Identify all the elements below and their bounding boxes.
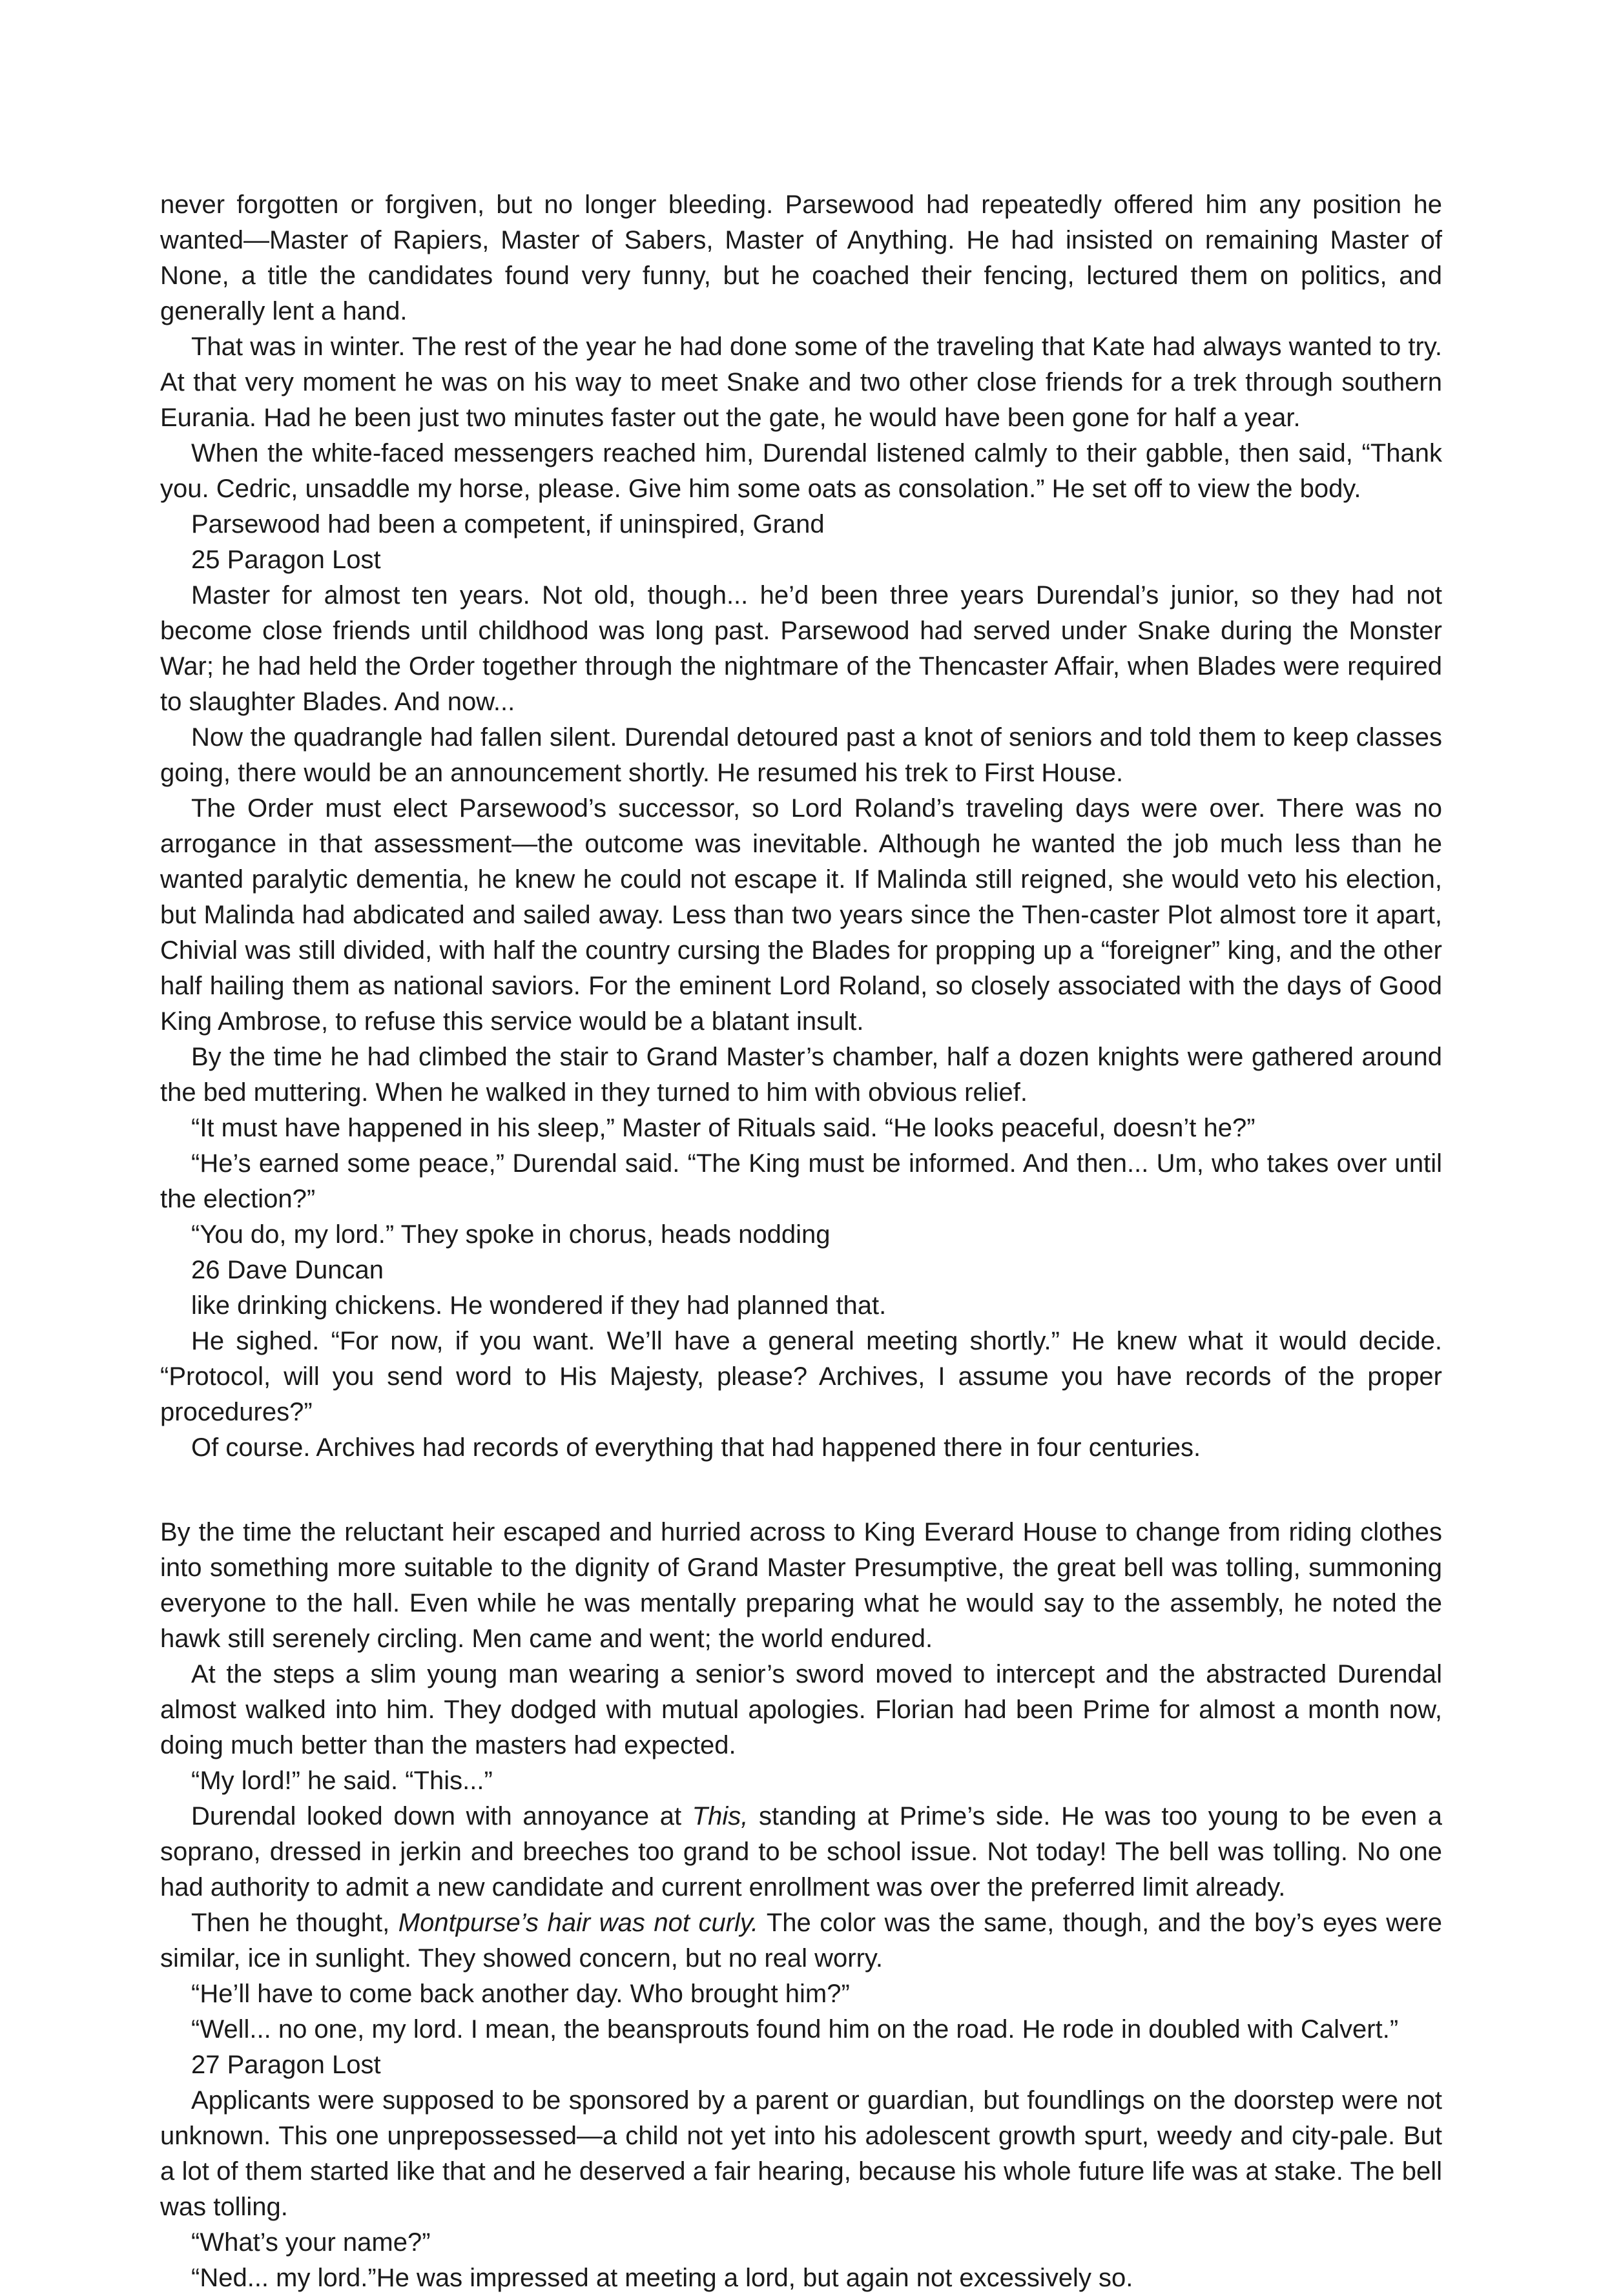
section-first-paragraph: By the time the reluctant heir escaped and hurried across to King Everard House to change from riding clothes into something more suitable to the dignity of Grand Master Presumptive, the great bell was tolling, summoning everyone to the hall. Even while he was mentally preparing what he would say to the assembly, he noted the hawk still serenely circling. Men came and went; the world endured.: [160, 1518, 1442, 1653]
italic-text: This,: [692, 1802, 749, 1830]
running-header: 26 Dave Duncan: [191, 1256, 384, 1284]
running-header: 27 Paragon Lost: [191, 2051, 381, 2079]
dialogue-line: “You do, my lord.” They spoke in chorus, heads nodding: [191, 1220, 831, 1249]
text-run: standing at Prime’s side. He was too young to be even a soprano, dressed in jerkin and breeches too grand to be school issue. Not today! The bell was tolling. No one had authority to admit a new candidate and current enrollment was over the preferred limit already.: [160, 1802, 1443, 1901]
paragraph-with-italic: [160, 1905, 1442, 1976]
paragraph: When the white-faced messengers reached him, Durendal listened calmly to their gabble, then said, “Thank you. Cedric, unsaddle my horse, please. Give him some oats as consolation.” He set off to view the body.: [160, 439, 1442, 503]
italic-text: Montpurse’s hair was not curly.: [398, 1909, 759, 1937]
paragraph-continued: never forgotten or forgiven, but no longer bleeding. Parsewood had repeatedly offered him any position he wanted—Master of Rapiers, Master of Sabers, Master of Anything. He had insisted on remaining Master of None, a title the candidates found very funny, but he coached their fencing, lectured them on politics, and generally lent a hand.: [160, 190, 1442, 325]
paragraph: Applicants were supposed to be sponsored by a parent or guardian, but foundlings on the doorstep were not unknown. This one unprepossessed—a child not yet into his adolescent growth spurt, weedy and city-pale. But a lot of them started like that and he deserved a fair hearing, because his whole future life was at stake. The bell was tolling.: [160, 2086, 1442, 2221]
dialogue-line: “He’ll have to come back another day. Who brought him?”: [191, 1980, 850, 2008]
running-header: 25 Paragon Lost: [191, 546, 381, 574]
dialogue-line: “Ned... my lord.”He was impressed at meeting a lord, but again not excessively so.: [191, 2264, 1133, 2292]
text-run: The color was the same, though, and the boy’s eyes were similar, ice in sunlight. They showed concern, but no real worry.: [160, 1909, 1442, 1973]
paragraph: Now the quadrangle had fallen silent. Durendal detoured past a knot of seniors and told them to keep classes going, there would be an announcement shortly. He resumed his trek to First House.: [160, 723, 1442, 787]
paragraph: like drinking chickens. He wondered if they had planned that.: [191, 1291, 887, 1320]
dialogue-line: “What’s your name?”: [191, 2228, 431, 2257]
paragraph: Master for almost ten years. Not old, though... he’d been three years Durendal’s junior, so they had not become close friends until childhood was long past. Parsewood had served under Snake during the Monster War; he had held the Order together through the nightmare of the Thencaster Affair, when Blades were required to slaughter Blades. And now...: [160, 581, 1442, 716]
paragraph: Parsewood had been a competent, if uninspired, Grand: [191, 510, 825, 538]
paragraph: Of course. Archives had records of everything that had happened there in four centuries.: [191, 1433, 1201, 1462]
dialogue-line: “My lord!” he said. “This...”: [191, 1767, 493, 1795]
paragraph: He sighed. “For now, if you want. We’ll have a general meeting shortly.” He knew what it would decide. “Protocol, will you send word to His Majesty, please? Archives, I assume you have records of the proper procedures?”: [160, 1327, 1442, 1426]
paragraph: At the steps a slim young man wearing a senior’s sword moved to intercept and the abstracted Durendal almost walked into him. They dodged with mutual apologies. Florian had been Prime for almost a month now, doing much better than the masters had expected.: [160, 1660, 1442, 1759]
dialogue-line: “He’s earned some peace,” Durendal said. “The King must be informed. And then... Um, who takes over until the election?”: [160, 1149, 1442, 1213]
section-break: [160, 1466, 1442, 1515]
dialogue-line: “Well... no one, my lord. I mean, the beansprouts found him on the road. He rode in doubled with Calvert.”: [191, 2015, 1399, 2044]
text-run: Then he thought,: [191, 1909, 398, 1937]
text-run: Durendal looked down with annoyance at: [191, 1802, 692, 1830]
dialogue-line: “It must have happened in his sleep,” Master of Rituals said. “He looks peaceful, doesn’t he?”: [191, 1114, 1255, 1142]
book-page: [160, 187, 1442, 2296]
paragraph-with-italic: [160, 1799, 1442, 1905]
paragraph: By the time he had climbed the stair to Grand Master’s chamber, half a dozen knights were gathered around the bed muttering. When he walked in they turned to him with obvious relief.: [160, 1043, 1442, 1107]
paragraph: The Order must elect Parsewood’s successor, so Lord Roland’s traveling days were over. There was no arrogance in that assessment—the outcome was inevitable. Although he wanted the job much less than he wanted paralytic dementia, he knew he could not escape it. If Malinda still reigned, she would veto his election, but Malinda had abdicated and sailed away. Less than two years since the Then-caster Plot almost tore it apart, Chivial was still divided, with half the country cursing the Blades for propping up a “foreigner” king, and the other half hailing them as national saviors. For the eminent Lord Roland, so closely associated with the days of Good King Ambrose, to refuse this service would be a blatant insult.: [160, 794, 1442, 1036]
paragraph: That was in winter. The rest of the year he had done some of the traveling that Kate had always wanted to try. At that very moment he was on his way to meet Snake and two other close friends for a trek through southern Eurania. Had he been just two minutes faster out the gate, he would have been gone for half a year.: [160, 333, 1442, 432]
